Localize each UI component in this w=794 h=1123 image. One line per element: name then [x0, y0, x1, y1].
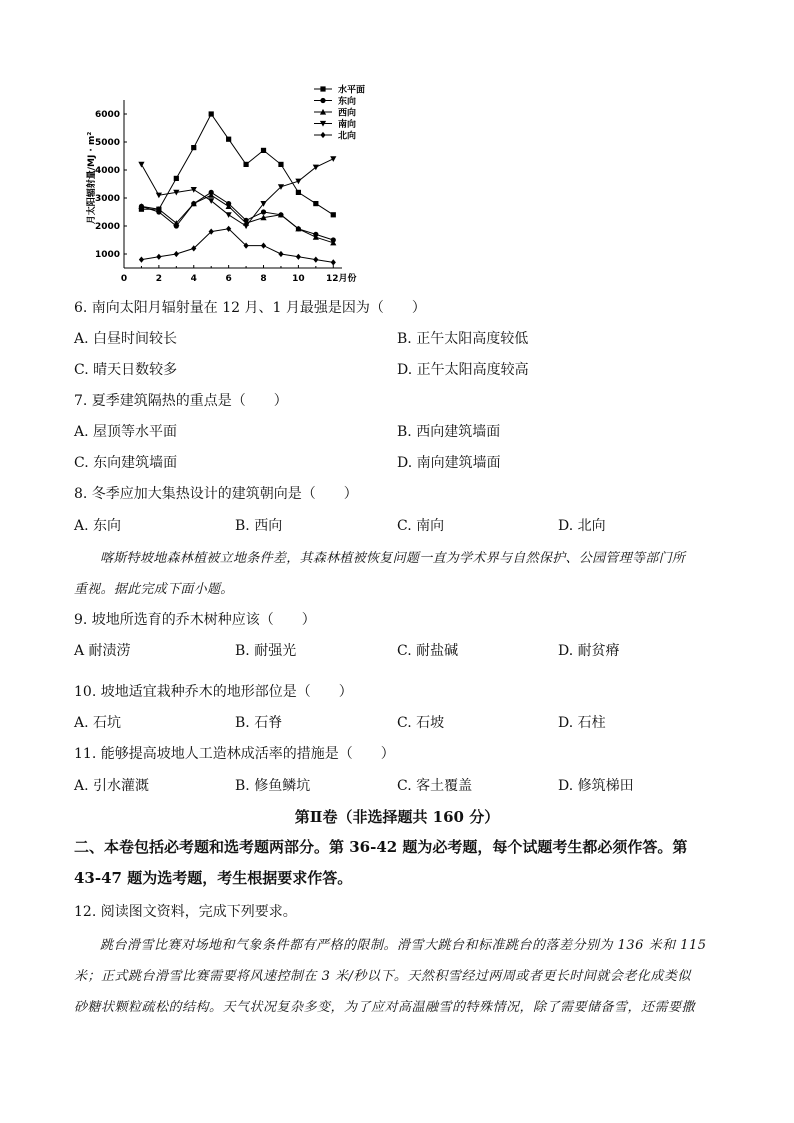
series-1 — [139, 111, 336, 217]
q9-option-d[interactable]: D. 耐贫瘠 — [558, 643, 620, 659]
q8-option-a[interactable]: A. 东向 — [74, 518, 122, 534]
legend-entry — [314, 118, 356, 130]
section-2-desc-line1: 二、本卷包括必考题和选考题两部分。第 36-42 题为必考题，每个试题考生都必须作答。第 — [74, 838, 688, 856]
x-tick-label: 0 — [120, 274, 128, 284]
q8-option-b[interactable]: B. 西向 — [235, 518, 283, 534]
y-tick-label: 2000 — [94, 222, 120, 232]
y-tick-label: 6000 — [94, 110, 120, 120]
legend-label: 西向 — [338, 108, 357, 119]
ski-jump-para-line2: 米；正式跳台滑雪比赛需要将风速控制在 3 米/秒以下。天然积雪经过两周或者更长时间就会老化成类似 — [74, 969, 691, 984]
data-point — [243, 162, 248, 167]
data-point — [261, 209, 266, 214]
x-tick-label: 8 — [260, 274, 267, 284]
q7-option-a[interactable]: A. 屋顶等水平面 — [74, 424, 178, 440]
data-point — [139, 257, 144, 263]
x-tick-label: 12月份 — [326, 274, 357, 284]
data-point — [313, 257, 318, 263]
data-point — [209, 111, 214, 116]
data-point — [261, 148, 266, 153]
q6-option-b[interactable]: B. 正午太阳高度较低 — [397, 331, 529, 347]
data-point — [313, 201, 318, 206]
x-tick-label: 2 — [155, 274, 163, 284]
legend-marker — [320, 98, 325, 103]
series-line — [141, 114, 333, 215]
legend-marker — [320, 86, 325, 91]
question-11-stem: 11. 能够提高坡地人工造林成活率的措施是（ ） — [74, 746, 395, 762]
legend-entry — [314, 130, 356, 142]
data-point — [296, 190, 301, 195]
legend-entry — [314, 107, 356, 119]
q7-option-d[interactable]: D. 南向建筑墙面 — [397, 455, 501, 471]
question-10-stem: 10. 坡地适宜栽种乔木的地形部位是（ ） — [74, 684, 353, 700]
legend-label: 东向 — [338, 97, 357, 107]
series-line — [141, 192, 333, 240]
section-2-title: 第Ⅱ卷（非选择题共 160 分） — [294, 808, 500, 826]
y-axis-label: 月太阳辐射量/MJ · m² — [87, 131, 97, 225]
data-point — [156, 254, 161, 260]
y-tick-label: 4000 — [94, 166, 120, 176]
legend-marker — [320, 132, 325, 138]
q11-option-a[interactable]: A. 引水灌溉 — [74, 778, 150, 794]
data-point — [226, 137, 231, 142]
q11-option-d[interactable]: D. 修筑梯田 — [558, 778, 634, 794]
y-tick-label: 1000 — [94, 250, 120, 260]
question-12-stem: 12. 阅读图文资料，完成下列要求。 — [74, 904, 297, 920]
data-point — [138, 162, 144, 168]
question-6-stem: 6. 南向太阳月辐射量在 12 月、1 月最强是因为（ ） — [74, 300, 426, 316]
q6-option-a[interactable]: A. 白昼时间较长 — [74, 331, 178, 347]
data-point — [331, 259, 336, 265]
x-tick-label: 10 — [292, 274, 305, 284]
q6-option-c[interactable]: C. 晴天日数较多 — [74, 362, 178, 378]
series-line — [141, 229, 333, 263]
q10-option-c[interactable]: C. 石坡 — [397, 715, 445, 731]
series-line — [141, 195, 333, 243]
question-7-stem: 7. 夏季建筑隔热的重点是（ ） — [74, 393, 288, 409]
data-point — [226, 212, 232, 218]
x-tick-label: 4 — [190, 274, 197, 284]
data-point — [331, 212, 336, 217]
q9-option-b[interactable]: B. 耐强光 — [235, 643, 297, 659]
data-point — [296, 254, 301, 260]
intro-karst-line1: 喀斯特坡地森林植被立地条件差，其森林植被恢复问题一直为学术界与自然保护、公园管理等部门所 — [100, 551, 686, 566]
data-point — [261, 243, 266, 249]
data-point — [278, 162, 283, 167]
q10-option-a[interactable]: A. 石坑 — [74, 715, 122, 731]
data-point — [191, 145, 196, 150]
q10-option-d[interactable]: D. 石柱 — [558, 715, 606, 731]
data-point — [174, 176, 179, 181]
q11-option-b[interactable]: B. 修鱼鳞坑 — [235, 778, 311, 794]
legend-entry — [314, 95, 356, 107]
q8-option-d[interactable]: D. 北向 — [558, 518, 606, 534]
legend-label: 北向 — [338, 131, 357, 142]
ski-jump-para-line3: 砂糖状颗粒疏松的结构。天气状况复杂多变，为了应对高温融雪的特殊情况，除了需要储备雪，还需要撒 — [74, 1000, 696, 1015]
q8-option-c[interactable]: C. 南向 — [397, 518, 445, 534]
legend-label: 南向 — [338, 120, 357, 130]
data-point — [243, 223, 249, 229]
data-point — [330, 156, 336, 162]
data-point — [156, 193, 162, 199]
solar-radiation-chart — [0, 0, 794, 300]
q10-option-b[interactable]: B. 石脊 — [235, 715, 283, 731]
q11-option-c[interactable]: C. 客土覆盖 — [397, 778, 473, 794]
question-8-stem: 8. 冬季应加大集热设计的建筑朝向是（ ） — [74, 486, 358, 502]
q7-option-c[interactable]: C. 东向建筑墙面 — [74, 455, 178, 471]
ski-jump-para-line1: 跳台滑雪比赛对场地和气象条件都有严格的限制。滑雪大跳台和标准跳台的落差分别为 136 米和 115 — [100, 938, 707, 953]
intro-karst-line2: 重视。据此完成下面小题。 — [74, 582, 234, 597]
q6-option-d[interactable]: D. 正午太阳高度较高 — [397, 362, 529, 378]
q9-option-a[interactable]: A 耐渍涝 — [74, 643, 131, 659]
y-tick-label: 5000 — [94, 138, 120, 148]
question-9-stem: 9. 坡地所选育的乔木树种应该（ ） — [74, 612, 316, 628]
data-point — [174, 251, 179, 257]
legend-label: 水平面 — [338, 85, 366, 96]
x-tick-label: 6 — [225, 274, 232, 284]
data-point — [278, 251, 283, 257]
y-tick-label: 3000 — [94, 194, 120, 204]
q9-option-c[interactable]: C. 耐盐碱 — [397, 643, 459, 659]
q7-option-b[interactable]: B. 西向建筑墙面 — [397, 424, 501, 440]
legend-entry — [314, 84, 365, 96]
series-line — [141, 159, 333, 226]
section-2-desc-line2: 43-47 题为选考题，考生根据要求作答。 — [74, 869, 353, 887]
